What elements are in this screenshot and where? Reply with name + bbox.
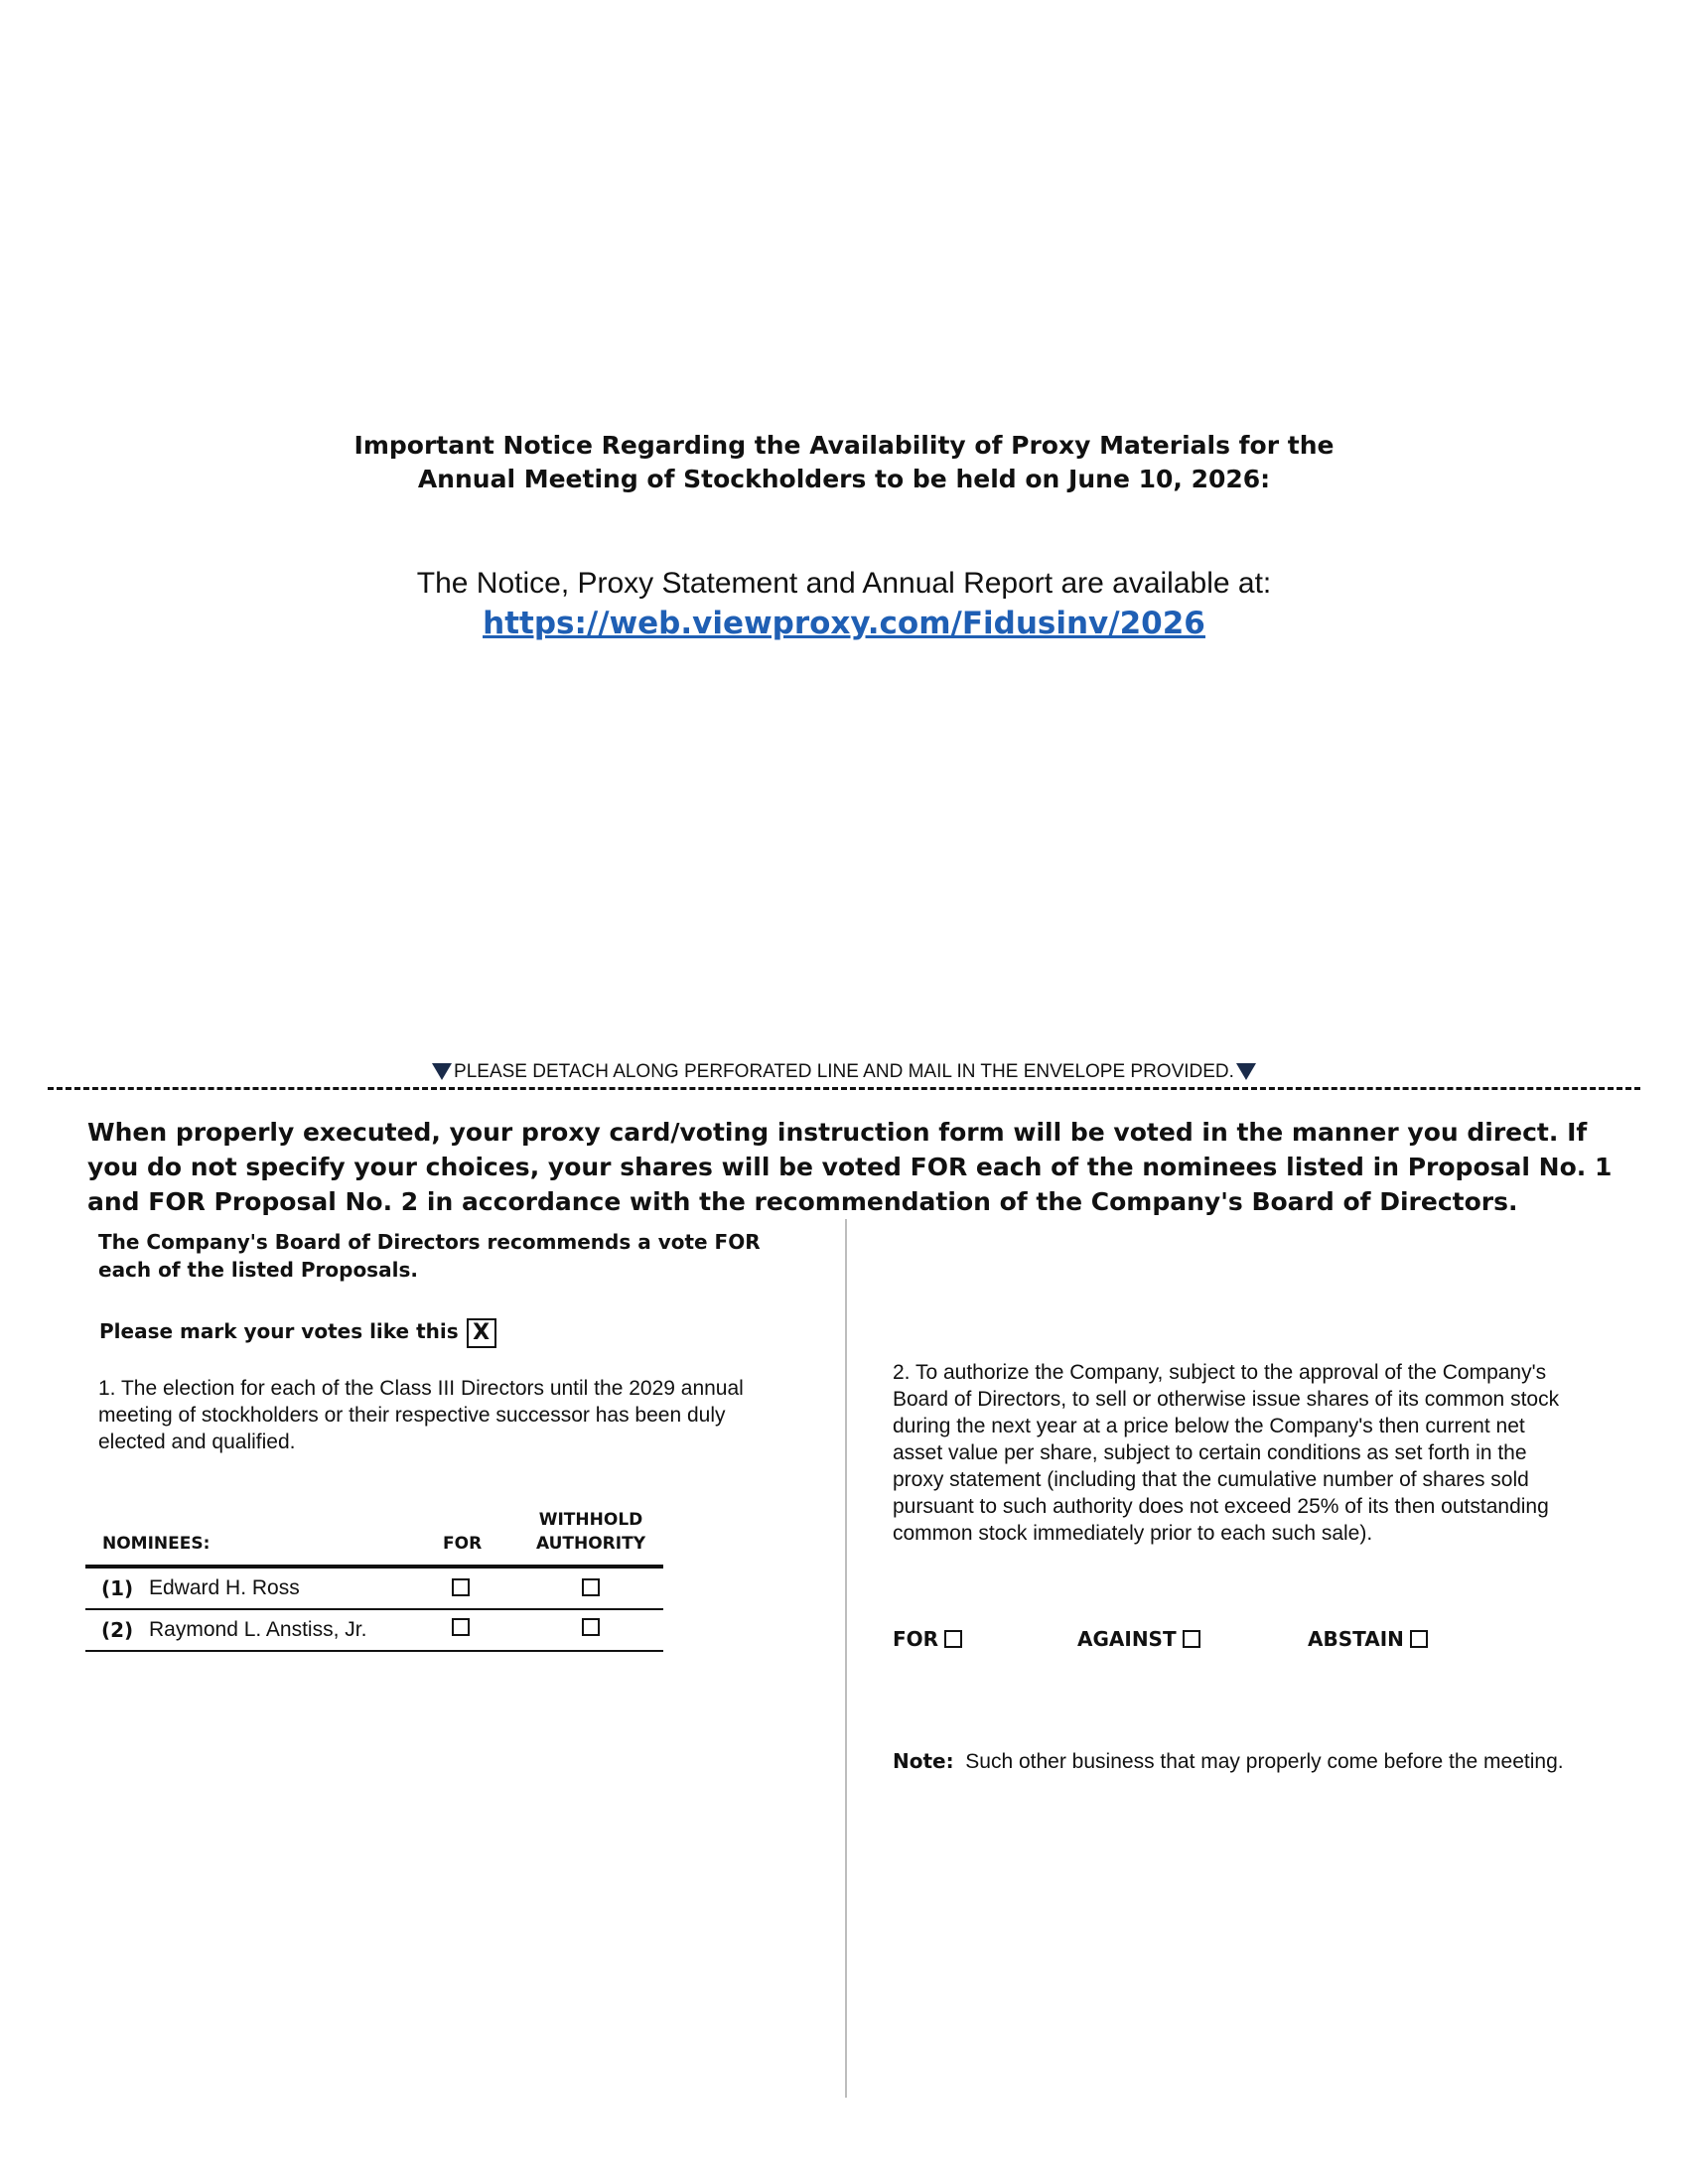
abstain-label: ABSTAIN	[1308, 1627, 1404, 1651]
for-label: FOR	[893, 1627, 939, 1651]
proposal-2-text: 2. To authorize the Company, subject to the approval of the Company's Board of Directors, to sell or otherwise issue shares of its common stock during the next year at a price below the Company's then current net asset value per share, subject to certain conditions as set forth in the proxy statement (including that the cumulative number of shares sold pursuant to such authority does not exceed 25% of its then outstanding common stock immediately prior to each such sale).	[893, 1361, 1560, 1545]
proxy-materials-link-wrapper	[0, 604, 1688, 643]
col-header-nominees: NOMINEES:	[102, 1534, 211, 1554]
recommend-line1: The Company's Board of Directors recommends a vote FOR	[98, 1230, 761, 1254]
example-marked-box: X	[467, 1318, 496, 1348]
perforated-line	[48, 1087, 1640, 1090]
table-bottom-rule	[85, 1650, 663, 1652]
availability-text: The Notice, Proxy Statement and Annual Report are available at:	[416, 567, 1272, 600]
notice-title-line2: Annual Meeting of Stockholders to be held on June 10, 2026:	[417, 465, 1271, 493]
nominee-row-2	[85, 1610, 663, 1650]
note-text: Such other business that may properly come before the meeting.	[965, 1750, 1564, 1773]
voting-instructions: When properly executed, your proxy card/voting instruction form will be voted in the manner you direct. If you do not specify your choices, your shares will be voted FOR each of the nominees listed in Proposal No. 1 and FOR Proposal No. 2 in accordance with the recommendation of the Company's Board of Directors.	[87, 1118, 1613, 1216]
notice-title	[0, 429, 1688, 496]
proposal-2-against-checkbox[interactable]	[1183, 1630, 1200, 1648]
down-triangle-icon	[432, 1063, 452, 1080]
proposal-2-for-option	[893, 1625, 962, 1653]
detach-instruction	[0, 1060, 1688, 1084]
nominee-number: (1)	[101, 1576, 134, 1600]
against-label: AGAINST	[1077, 1627, 1177, 1651]
proposal-2-abstain-option	[1308, 1625, 1428, 1653]
mark-votes-example	[99, 1316, 496, 1348]
recommend-line2: each of the listed Proposals.	[98, 1258, 418, 1282]
notice-title-line1: Important Notice Regarding the Availability of Proxy Materials for the	[353, 431, 1335, 460]
nominee-row-1	[85, 1569, 663, 1608]
nominee-2-withhold-checkbox[interactable]	[582, 1618, 600, 1636]
col-header-for: FOR	[443, 1534, 483, 1554]
detach-text: PLEASE DETACH ALONG PERFORATED LINE AND MAIL IN THE ENVELOPE PROVIDED.	[454, 1061, 1234, 1082]
note-label: Note:	[893, 1749, 954, 1773]
nominee-1-for-checkbox[interactable]	[452, 1578, 470, 1596]
col-header-withhold-line2: AUTHORITY	[535, 1534, 646, 1554]
mark-votes-label: Please mark your votes like this	[99, 1319, 459, 1343]
nominee-2-for-checkbox[interactable]	[452, 1618, 470, 1636]
col-header-withhold-line1: WITHHOLD	[538, 1510, 643, 1530]
proposal-2-for-checkbox[interactable]	[944, 1630, 962, 1648]
note	[893, 1748, 1568, 1775]
nominee-name: Raymond L. Anstiss, Jr.	[149, 1618, 367, 1641]
nominee-1-withhold-checkbox[interactable]	[582, 1578, 600, 1596]
nominee-number: (2)	[101, 1618, 134, 1642]
proposal-2-against-option	[1077, 1625, 1200, 1653]
col-header-withhold	[534, 1508, 647, 1556]
proxy-materials-link[interactable]: https://web.viewproxy.com/Fidusinv/2026	[483, 606, 1205, 641]
down-triangle-icon	[1236, 1063, 1256, 1080]
proposal-2-abstain-checkbox[interactable]	[1410, 1630, 1428, 1648]
column-divider	[845, 1219, 847, 2098]
proposal-1-text: 1. The election for each of the Class III Directors until the 2029 annual meeting of stockholders or their respective successor has been duly elected and qualified.	[98, 1377, 744, 1453]
nominee-name: Edward H. Ross	[149, 1576, 300, 1599]
board-recommendation	[98, 1228, 793, 1284]
